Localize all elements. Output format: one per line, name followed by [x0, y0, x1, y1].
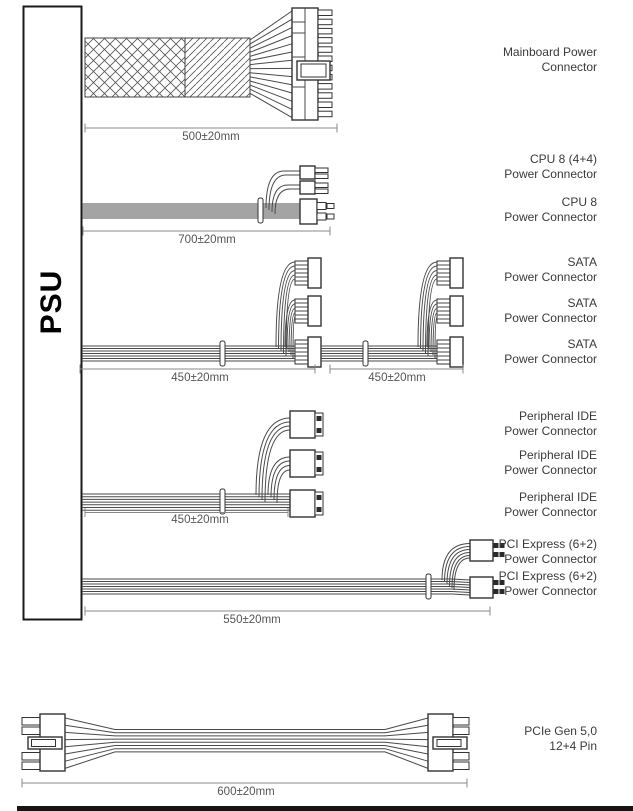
sata-connector: [437, 337, 463, 367]
label-line: CPU 8 (4+4): [529, 152, 597, 166]
label-ide-connector-2: [504, 448, 597, 477]
sata-cable-2: [321, 258, 463, 374]
label-pcie-connector-1: [499, 537, 597, 566]
label-sata-connector-2: [504, 296, 597, 325]
sata-connector: [295, 296, 321, 326]
page-edge-bar: [17, 806, 633, 811]
label-sata-connector-1: [504, 255, 597, 284]
sata-ribbon-1: [82, 346, 295, 361]
molex-connector: [290, 411, 323, 438]
sata-connector: [295, 337, 321, 367]
label-ide-connector-1: [504, 409, 597, 438]
label-sata-connector-3: [504, 337, 597, 366]
cable-tie: [426, 574, 431, 599]
cpu-cable: [82, 166, 334, 236]
mainboard-fan-wires: [250, 11, 292, 118]
gen5-fan-left: [65, 718, 115, 768]
cable-tie: [363, 341, 368, 366]
cpu-4plus4-connector: [300, 166, 328, 194]
label-line: Power Connector: [504, 166, 597, 181]
dimension-label-600mm: 600±20mm: [217, 786, 275, 798]
sata-cable-1: [80, 258, 321, 374]
molex-connector: [290, 490, 323, 517]
label-line: Power Connector: [504, 423, 597, 438]
cable-tie: [220, 489, 225, 514]
label-line: Peripheral IDE: [518, 448, 597, 462]
label-line: PCI Express (6+2): [498, 569, 597, 583]
label-line: Mainboard Power: [502, 45, 597, 59]
label-line: Power Connector: [504, 551, 597, 566]
label-cpu8-connector: [504, 195, 597, 224]
psu-label: PSU: [35, 269, 68, 335]
gen5-fan-right: [385, 718, 428, 768]
label-line: SATA: [567, 296, 597, 310]
label-line: SATA: [567, 337, 597, 351]
sata-connector: [295, 258, 321, 288]
label-pcie-gen5-12plus4: [524, 724, 597, 753]
gen5-ribbon: [115, 730, 385, 752]
gen5-cable: [22, 714, 469, 788]
ide-cable: [82, 411, 323, 517]
label-line: Connector: [541, 59, 597, 74]
sata-connector: [437, 296, 463, 326]
label-line: 12+4 Pin: [549, 738, 597, 753]
label-cpu8-4plus4-connector: [504, 152, 597, 181]
atx-24pin-connector: [292, 8, 332, 120]
label-line: PCIe Gen 5,0: [524, 724, 597, 738]
label-line: Peripheral IDE: [518, 409, 597, 423]
label-ide-connector-3: [504, 490, 597, 519]
dimension-label-450mm-c: 450±20mm: [171, 514, 229, 526]
gen5-left-connector: [22, 714, 65, 771]
mainboard-cable: [85, 8, 337, 133]
label-line: PCI Express (6+2): [498, 537, 597, 551]
label-line: CPU 8: [561, 195, 597, 209]
label-line: Power Connector: [504, 310, 597, 325]
label-line: Power Connector: [504, 351, 597, 366]
pcie-cable: [82, 540, 505, 616]
label-line: Power Connector: [504, 583, 597, 598]
label-line: Peripheral IDE: [518, 490, 597, 504]
dimension-label-500mm: 500±20mm: [182, 131, 240, 143]
pcie-ribbon: [82, 579, 452, 594]
sata-connector: [437, 258, 463, 288]
label-pcie-connector-2: [499, 569, 597, 598]
label-line: Power Connector: [504, 462, 597, 477]
label-line: SATA: [567, 255, 597, 269]
dimension-line-550: [85, 607, 490, 616]
dimension-label-450mm-b: 450±20mm: [368, 372, 426, 384]
cpu-8pin-connector: [300, 199, 334, 224]
cable-tie: [220, 341, 225, 366]
molex-connector: [290, 450, 323, 477]
label-line: Power Connector: [504, 209, 597, 224]
dimension-label-550mm: 550±20mm: [223, 614, 281, 626]
dimension-label-700mm: 700±20mm: [178, 234, 236, 246]
label-line: Power Connector: [504, 269, 597, 284]
cable-tie: [258, 198, 263, 223]
gen5-right-connector: [428, 714, 469, 771]
dimension-label-450mm-a: 450±20mm: [171, 372, 229, 384]
label-line: Power Connector: [504, 504, 597, 519]
label-mainboard-power-connector: [503, 45, 597, 74]
sata-ribbon-2: [321, 346, 437, 361]
